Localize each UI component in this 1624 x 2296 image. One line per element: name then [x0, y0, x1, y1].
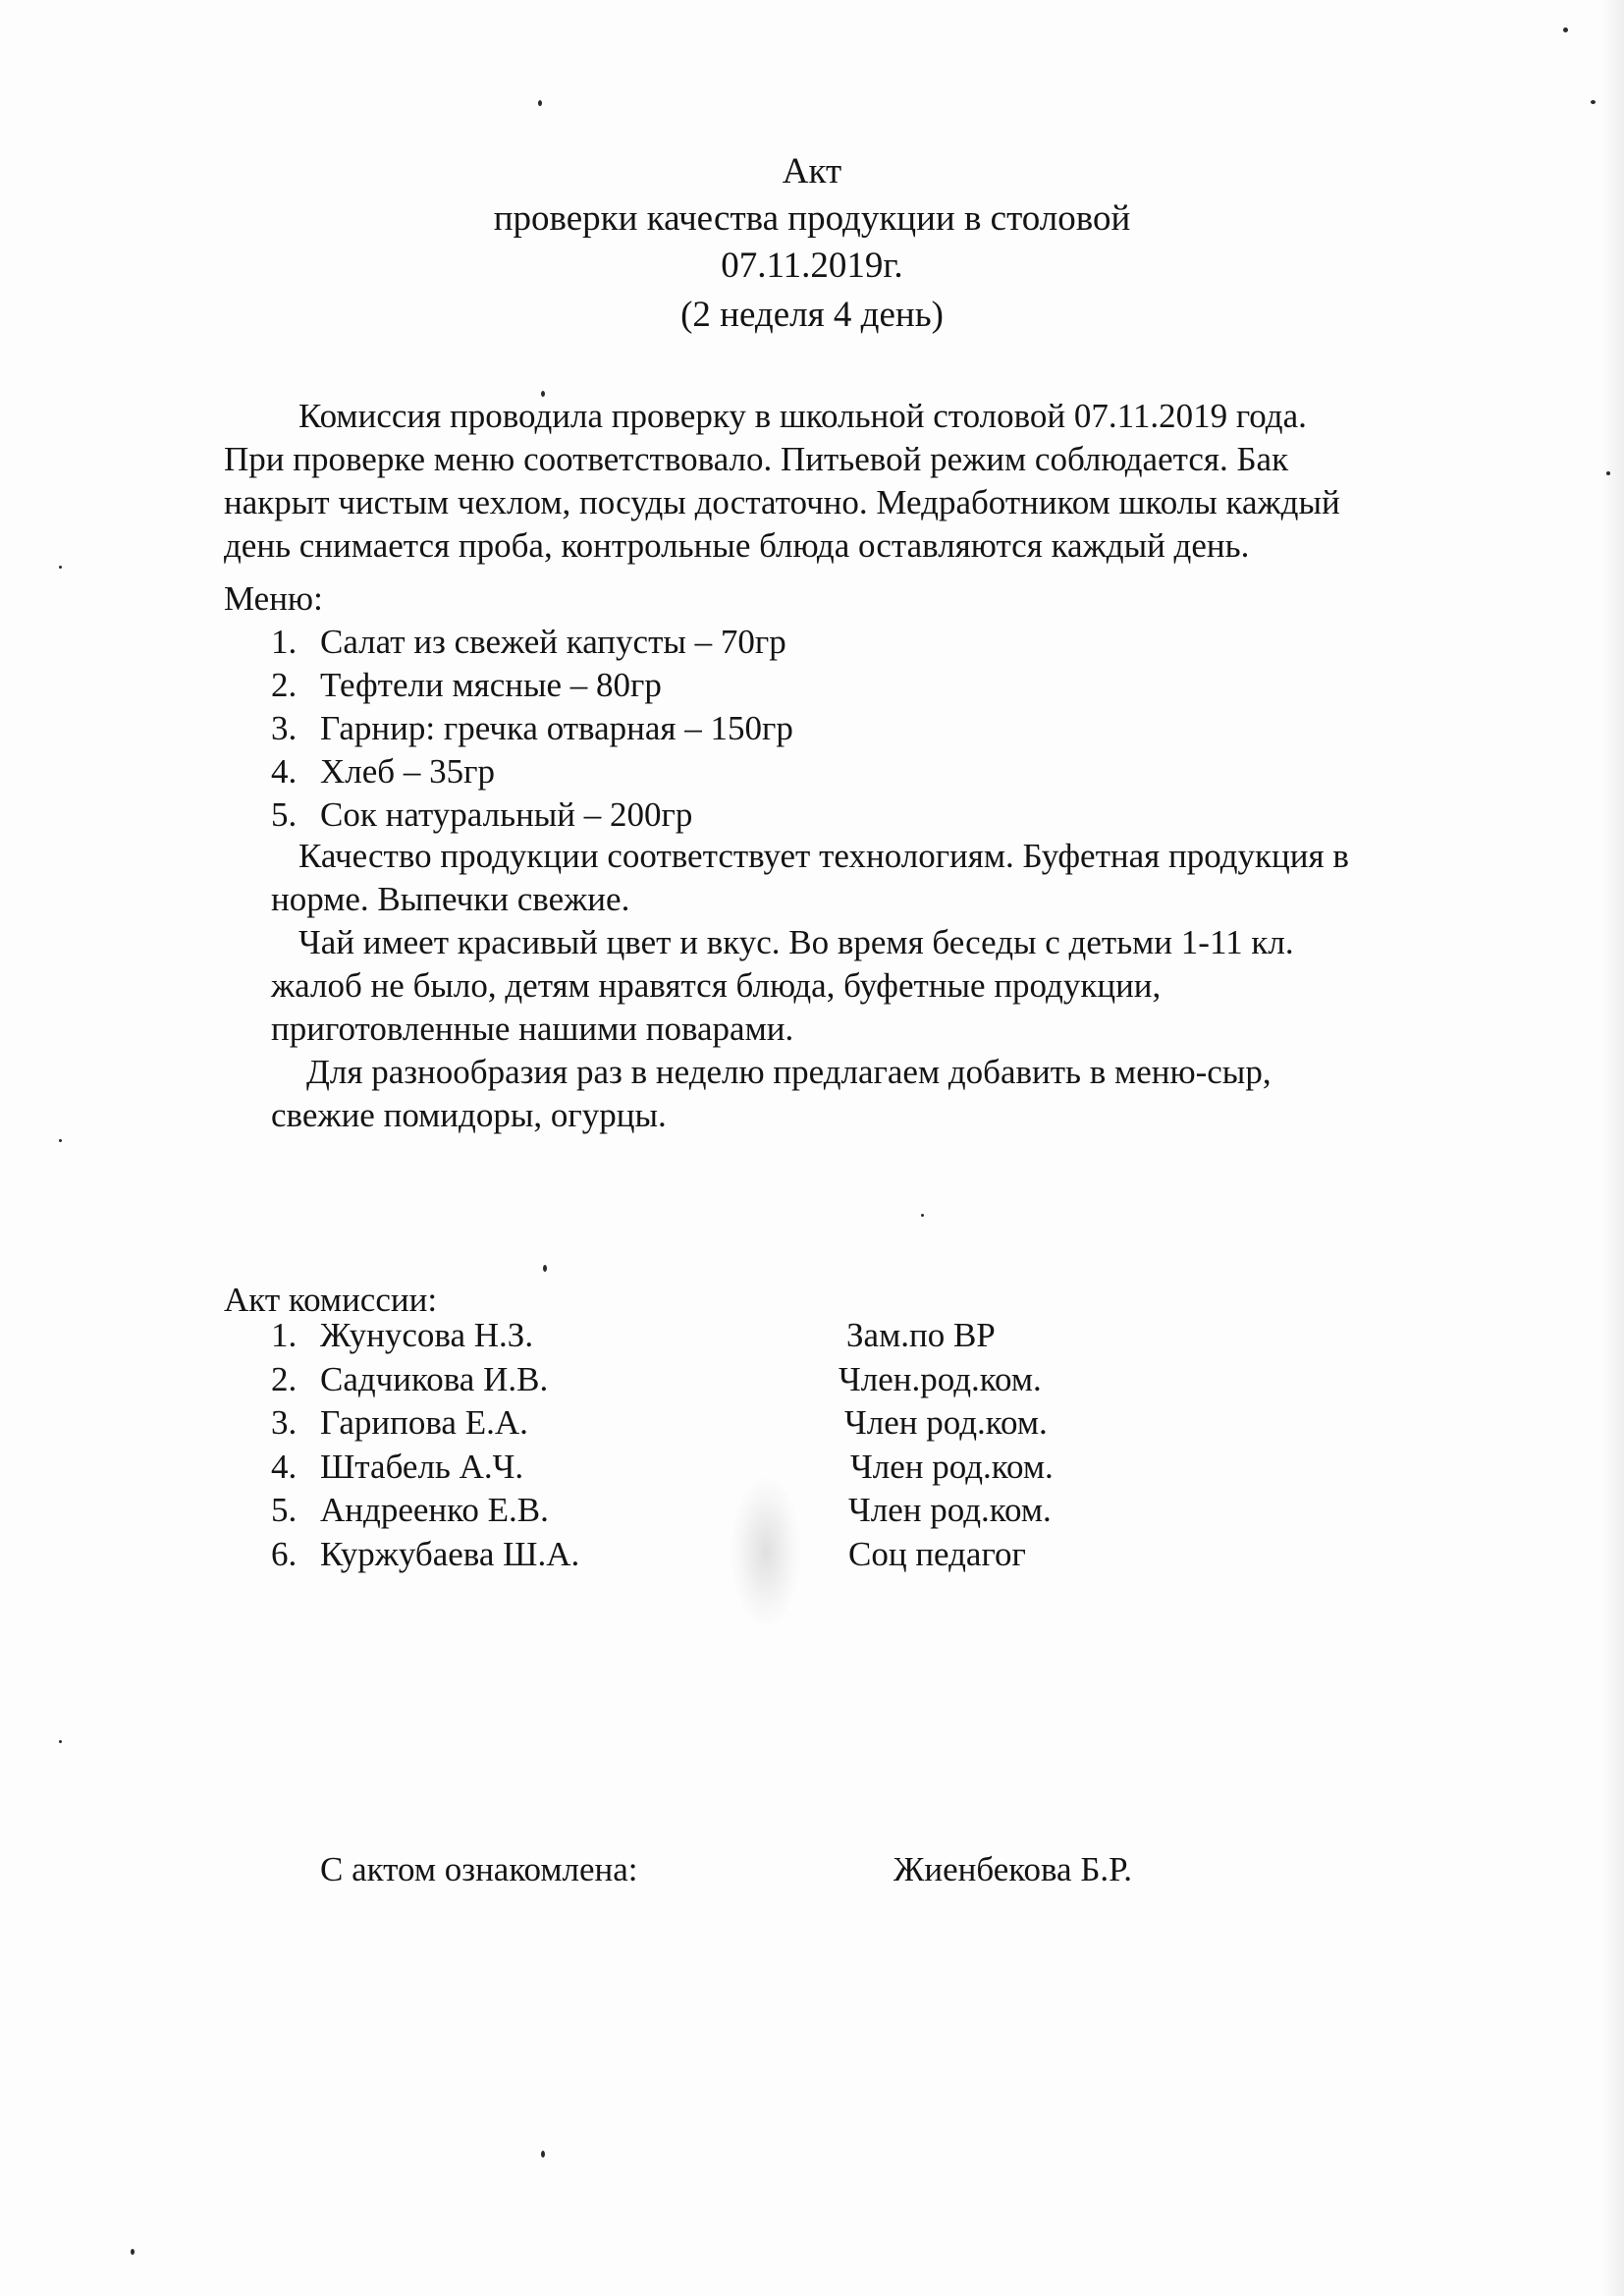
member-name: Гарипова Е.А. [320, 1403, 528, 1442]
remarks-line: жалоб не было, детям нравятся блюда, буфетные продукции, [271, 966, 1162, 1005]
scan-speck [131, 2249, 135, 2255]
intro-paragraph [224, 395, 1500, 568]
member-name: Андреенко Е.В. [320, 1491, 549, 1529]
member-number: 3. [271, 1403, 298, 1442]
member-number: 5. [271, 1491, 298, 1529]
commission-member [271, 1401, 1054, 1446]
menu-item [271, 621, 793, 664]
member-number: 6. [271, 1534, 298, 1573]
commission-list [271, 1314, 1054, 1576]
member-number: 2. [271, 1359, 298, 1398]
commission-member [271, 1314, 1054, 1358]
member-name: Жунусова Н.З. [320, 1316, 534, 1354]
commission-label: Акт комиссии: [224, 1281, 438, 1319]
scan-speck [543, 1265, 547, 1272]
scan-speck [541, 391, 545, 397]
member-role: Член.род.ком. [839, 1359, 1042, 1398]
intro-line: накрыт чистым чехлом, посуды достаточно. Медработником школы каждый [224, 483, 1340, 521]
scan-edge-shadow [1602, 0, 1624, 2296]
scan-speck [59, 1740, 62, 1743]
member-name: Штабель А.Ч. [320, 1447, 524, 1486]
menu-item-text: Хлеб – 35гр [320, 752, 495, 791]
document-title: Акт [782, 151, 842, 191]
menu-item-number: 3. [271, 709, 298, 747]
member-role: Член род.ком. [848, 1491, 1052, 1529]
remarks-line: норме. Выпечки свежие. [271, 880, 630, 918]
remarks-line: свежие помидоры, огурцы. [271, 1096, 667, 1134]
scan-speck [1591, 100, 1596, 104]
menu-item-text: Салат из свежей капусты – 70гр [320, 623, 786, 661]
document-subtitle: проверки качества продукции в столовой [493, 198, 1131, 239]
menu-item-number: 5. [271, 795, 298, 834]
scan-speck [541, 2151, 545, 2158]
scan-speck [1563, 27, 1568, 32]
scan-smudge [731, 1478, 800, 1625]
remarks-line: Чай имеет красивый цвет и вкус. Во время беседы с детьми 1-11 кл. [298, 923, 1294, 961]
member-role: Соц педагог [848, 1534, 1026, 1573]
scan-speck [538, 100, 542, 106]
member-name: Садчикова И.В. [320, 1359, 549, 1398]
commission-member [271, 1358, 1054, 1402]
menu-item-text: Сок натуральный – 200гр [320, 795, 693, 834]
menu-item-number: 4. [271, 752, 298, 791]
remarks-paragraph [271, 835, 1349, 1137]
member-role: Член род.ком. [844, 1403, 1048, 1442]
menu-item-text: Гарнир: гречка отварная – 150гр [320, 709, 793, 747]
intro-line: При проверке меню соответствовало. Питьевой режим соблюдается. Бак [224, 440, 1289, 478]
remarks-line: Для разнообразия раз в неделю предлагаем добавить в меню-сыр, [306, 1053, 1272, 1091]
remarks-line: Качество продукции соответствует технологиям. Буфетная продукция в [298, 837, 1349, 875]
menu-item [271, 707, 793, 750]
menu-item-number: 2. [271, 666, 298, 704]
document-week: (2 неделя 4 день) [680, 295, 944, 335]
menu-item [271, 750, 793, 793]
menu-list [271, 621, 793, 837]
scan-speck [59, 566, 62, 569]
intro-line: Комиссия проводила проверку в школьной столовой 07.11.2019 года. [298, 397, 1307, 435]
member-number: 4. [271, 1447, 298, 1486]
document-date: 07.11.2019г. [721, 246, 903, 286]
menu-item [271, 664, 793, 707]
member-name: Куржубаева Ш.А. [320, 1534, 580, 1573]
remarks-line: приготовленные нашими поварами. [271, 1010, 794, 1048]
acknowledgement-label: С актом ознакомлена: [320, 1850, 638, 1888]
commission-member [271, 1533, 1054, 1577]
acknowledgement-name: Жиенбекова Б.Р. [893, 1850, 1133, 1888]
commission-member [271, 1489, 1054, 1533]
menu-item-number: 1. [271, 623, 298, 661]
intro-line: день снимается проба, контрольные блюда оставляются каждый день. [224, 526, 1250, 565]
menu-item [271, 793, 793, 837]
member-role: Зам.по ВР [846, 1316, 996, 1354]
scan-speck [1606, 471, 1610, 475]
menu-label: Меню: [224, 579, 323, 618]
scan-speck [921, 1214, 924, 1217]
member-role: Член род.ком. [850, 1447, 1054, 1486]
menu-item-text: Тефтели мясные – 80гр [320, 666, 662, 704]
member-number: 1. [271, 1316, 298, 1354]
commission-member [271, 1446, 1054, 1490]
scan-speck [59, 1139, 62, 1142]
